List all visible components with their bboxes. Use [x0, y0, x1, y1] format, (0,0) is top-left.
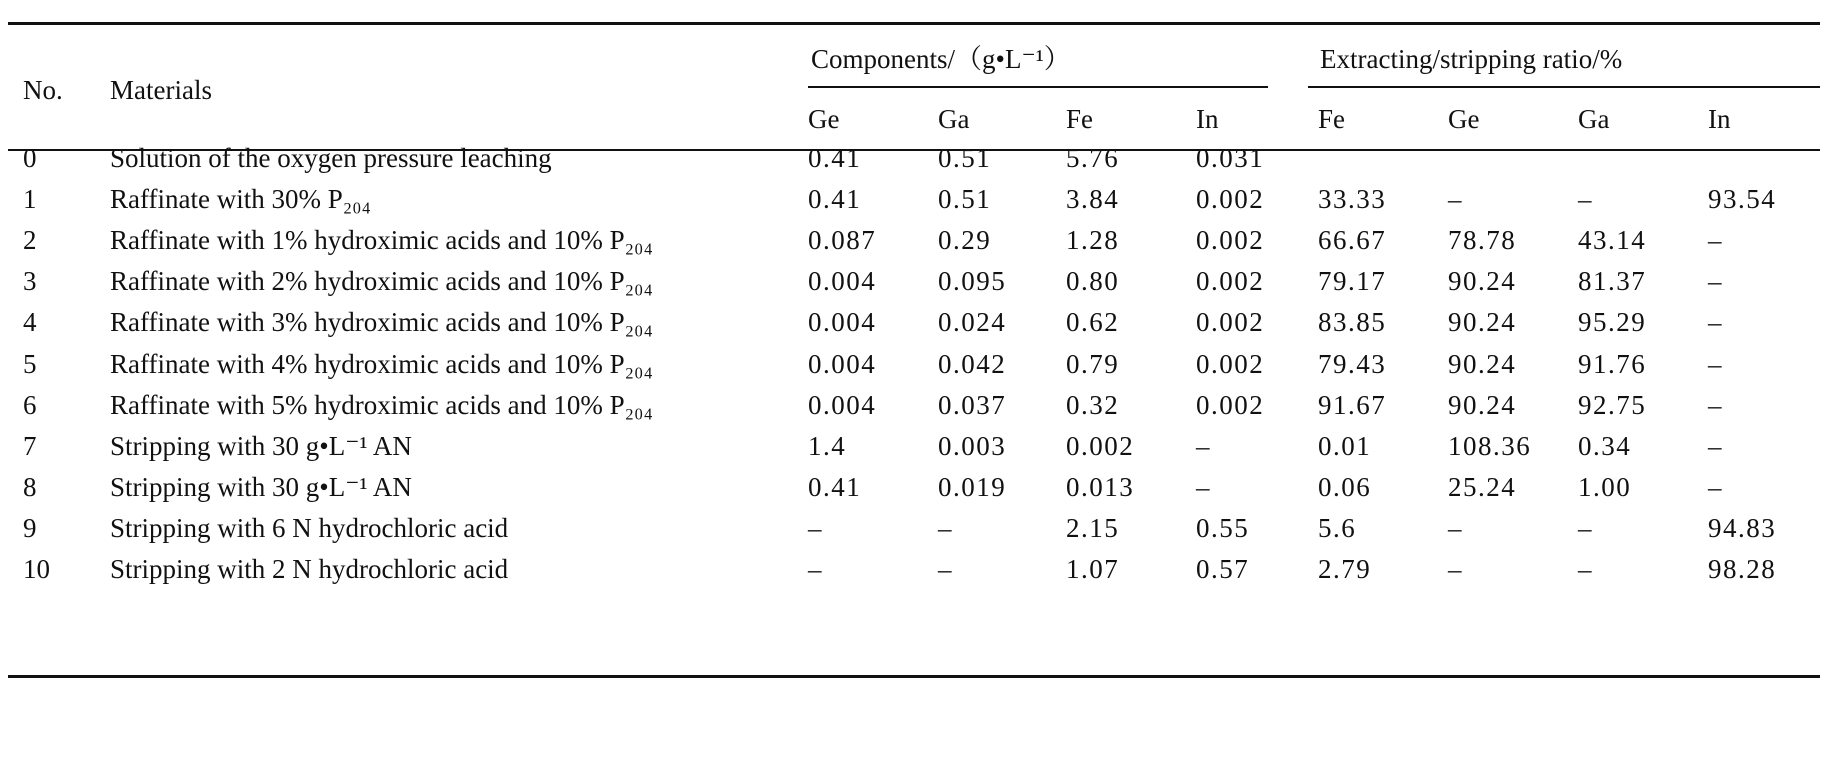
header-components-group: Components/（g•L⁻¹） [811, 44, 1071, 74]
row-component-value: 0.019 [938, 471, 1007, 502]
row-ratio-value: – [1448, 554, 1463, 584]
row-ratio-value: – [1708, 225, 1723, 256]
row-ratio-value: 0.06 [1318, 471, 1372, 502]
row-component-value: 2.15 [1066, 512, 1120, 543]
header-ratio-in: In [1708, 104, 1731, 134]
row-ratio-value: 91.76 [1578, 348, 1647, 379]
bottom-rule [8, 675, 1820, 678]
row-ratio-value: 93.54 [1708, 184, 1777, 215]
row-component-value: 0.32 [1066, 389, 1120, 420]
ratio-group-rule [1308, 86, 1820, 88]
row-component-value: 0.004 [808, 307, 877, 338]
row-ratio-value: – [1578, 512, 1593, 543]
row-component-value: – [1196, 430, 1211, 461]
row-component-value: 0.002 [1196, 389, 1265, 420]
row-component-value: 0.002 [1196, 266, 1265, 297]
row-no: 2 [23, 225, 37, 256]
row-component-value: – [808, 554, 823, 584]
header-no: No. [23, 75, 63, 105]
row-material: Raffinate with 3% hydroximic acids and 10% P₂₀₄ [110, 307, 653, 338]
row-ratio-value: 95.29 [1578, 307, 1647, 338]
row-ratio-value: 98.28 [1708, 554, 1777, 584]
row-ratio-value: 79.17 [1318, 266, 1387, 297]
row-ratio-value: 1.00 [1578, 471, 1632, 502]
row-ratio-value: – [1708, 471, 1723, 502]
row-no: 8 [23, 471, 37, 502]
row-no: 5 [23, 348, 37, 379]
row-ratio-value: – [1448, 184, 1463, 215]
row-material: Raffinate with 5% hydroximic acids and 10% P₂₀₄ [110, 389, 653, 420]
header-materials: Materials [110, 75, 212, 105]
row-material: Stripping with 30 g•L⁻¹ AN [110, 430, 412, 461]
top-rule [8, 22, 1820, 25]
row-component-value: 0.62 [1066, 307, 1120, 338]
row-component-value: 0.002 [1196, 225, 1265, 256]
row-ratio-value: – [1708, 348, 1723, 379]
header-component-in: In [1196, 104, 1219, 134]
row-material: Raffinate with 30% P₂₀₄ [110, 184, 371, 215]
header-ratio-fe: Fe [1318, 104, 1345, 134]
row-no: 7 [23, 430, 37, 461]
row-component-value: 0.004 [808, 266, 877, 297]
row-ratio-value: 83.85 [1318, 307, 1387, 338]
row-ratio-value: 91.67 [1318, 389, 1387, 420]
row-component-value: 1.28 [1066, 225, 1120, 256]
row-material: Raffinate with 4% hydroximic acids and 10% P₂₀₄ [110, 348, 653, 379]
row-ratio-value: 78.78 [1448, 225, 1517, 256]
row-no: 10 [23, 554, 50, 584]
row-ratio-value: 90.24 [1448, 348, 1517, 379]
row-component-value: 0.004 [808, 389, 877, 420]
header-ratio-ge: Ge [1448, 104, 1480, 134]
row-no: 1 [23, 184, 37, 215]
row-ratio-value: – [1708, 389, 1723, 420]
row-component-value: 1.07 [1066, 554, 1120, 584]
row-ratio-value: 90.24 [1448, 307, 1517, 338]
row-component-value: 1.4 [808, 430, 847, 461]
row-ratio-value: – [1708, 266, 1723, 297]
row-ratio-value: 90.24 [1448, 266, 1517, 297]
row-component-value: 0.042 [938, 348, 1007, 379]
row-component-value: – [938, 512, 953, 543]
row-component-value: 0.51 [938, 184, 992, 215]
header-component-ge: Ge [808, 104, 840, 134]
components-group-rule [808, 86, 1268, 88]
row-component-value: 0.57 [1196, 554, 1250, 584]
row-component-value: 3.84 [1066, 184, 1120, 215]
row-component-value: 0.095 [938, 266, 1007, 297]
data-table [8, 0, 1820, 766]
row-component-value: 0.037 [938, 389, 1007, 420]
header-component-fe: Fe [1066, 104, 1093, 134]
row-component-value: 0.51 [938, 143, 992, 173]
row-ratio-value: – [1578, 184, 1593, 215]
row-component-value: 0.41 [808, 143, 862, 173]
row-component-value: 0.41 [808, 184, 862, 215]
row-component-value: 0.013 [1066, 471, 1135, 502]
row-component-value: 0.087 [808, 225, 877, 256]
row-component-value: – [808, 512, 823, 543]
row-ratio-value: 0.01 [1318, 430, 1372, 461]
row-component-value: 0.003 [938, 430, 1007, 461]
row-ratio-value: – [1708, 430, 1723, 461]
header-component-ga: Ga [938, 104, 970, 134]
row-component-value: 0.55 [1196, 512, 1250, 543]
row-ratio-value: 92.75 [1578, 389, 1647, 420]
row-ratio-value: 2.79 [1318, 554, 1372, 584]
row-component-value: 0.004 [808, 348, 877, 379]
row-component-value: – [938, 554, 953, 584]
row-no: 4 [23, 307, 37, 338]
row-ratio-value: 94.83 [1708, 512, 1777, 543]
row-component-value: 0.002 [1196, 348, 1265, 379]
row-no: 9 [23, 512, 37, 543]
row-component-value: – [1196, 471, 1211, 502]
row-ratio-value: 25.24 [1448, 471, 1517, 502]
row-ratio-value: – [1578, 554, 1593, 584]
row-ratio-value: – [1708, 307, 1723, 338]
header-ratio-group: Extracting/stripping ratio/% [1320, 44, 1623, 74]
row-component-value: 0.41 [808, 471, 862, 502]
row-no: 0 [23, 143, 37, 173]
row-ratio-value: 81.37 [1578, 266, 1647, 297]
row-component-value: 0.024 [938, 307, 1007, 338]
row-ratio-value: 108.36 [1448, 430, 1532, 461]
row-component-value: 5.76 [1066, 143, 1120, 173]
row-component-value: 0.002 [1196, 307, 1265, 338]
row-material: Raffinate with 2% hydroximic acids and 10% P₂₀₄ [110, 266, 653, 297]
row-ratio-value: 33.33 [1318, 184, 1387, 215]
row-material: Solution of the oxygen pressure leaching [110, 143, 552, 173]
row-no: 3 [23, 266, 37, 297]
row-component-value: 0.80 [1066, 266, 1120, 297]
row-no: 6 [23, 389, 37, 420]
row-ratio-value: 43.14 [1578, 225, 1647, 256]
row-ratio-value: 79.43 [1318, 348, 1387, 379]
row-material: Stripping with 6 N hydrochloric acid [110, 512, 509, 543]
row-ratio-value: 66.67 [1318, 225, 1387, 256]
row-material: Stripping with 2 N hydrochloric acid [110, 554, 509, 584]
row-ratio-value: 90.24 [1448, 389, 1517, 420]
row-component-value: 0.002 [1066, 430, 1135, 461]
row-material: Stripping with 30 g•L⁻¹ AN [110, 471, 412, 502]
row-component-value: 0.031 [1196, 143, 1265, 173]
row-material: Raffinate with 1% hydroximic acids and 10% P₂₀₄ [110, 225, 653, 256]
row-component-value: 0.29 [938, 225, 992, 256]
row-component-value: 0.79 [1066, 348, 1120, 379]
header-ratio-ga: Ga [1578, 104, 1610, 134]
row-ratio-value: 5.6 [1318, 512, 1357, 543]
row-ratio-value: – [1448, 512, 1463, 543]
row-ratio-value: 0.34 [1578, 430, 1632, 461]
row-component-value: 0.002 [1196, 184, 1265, 215]
